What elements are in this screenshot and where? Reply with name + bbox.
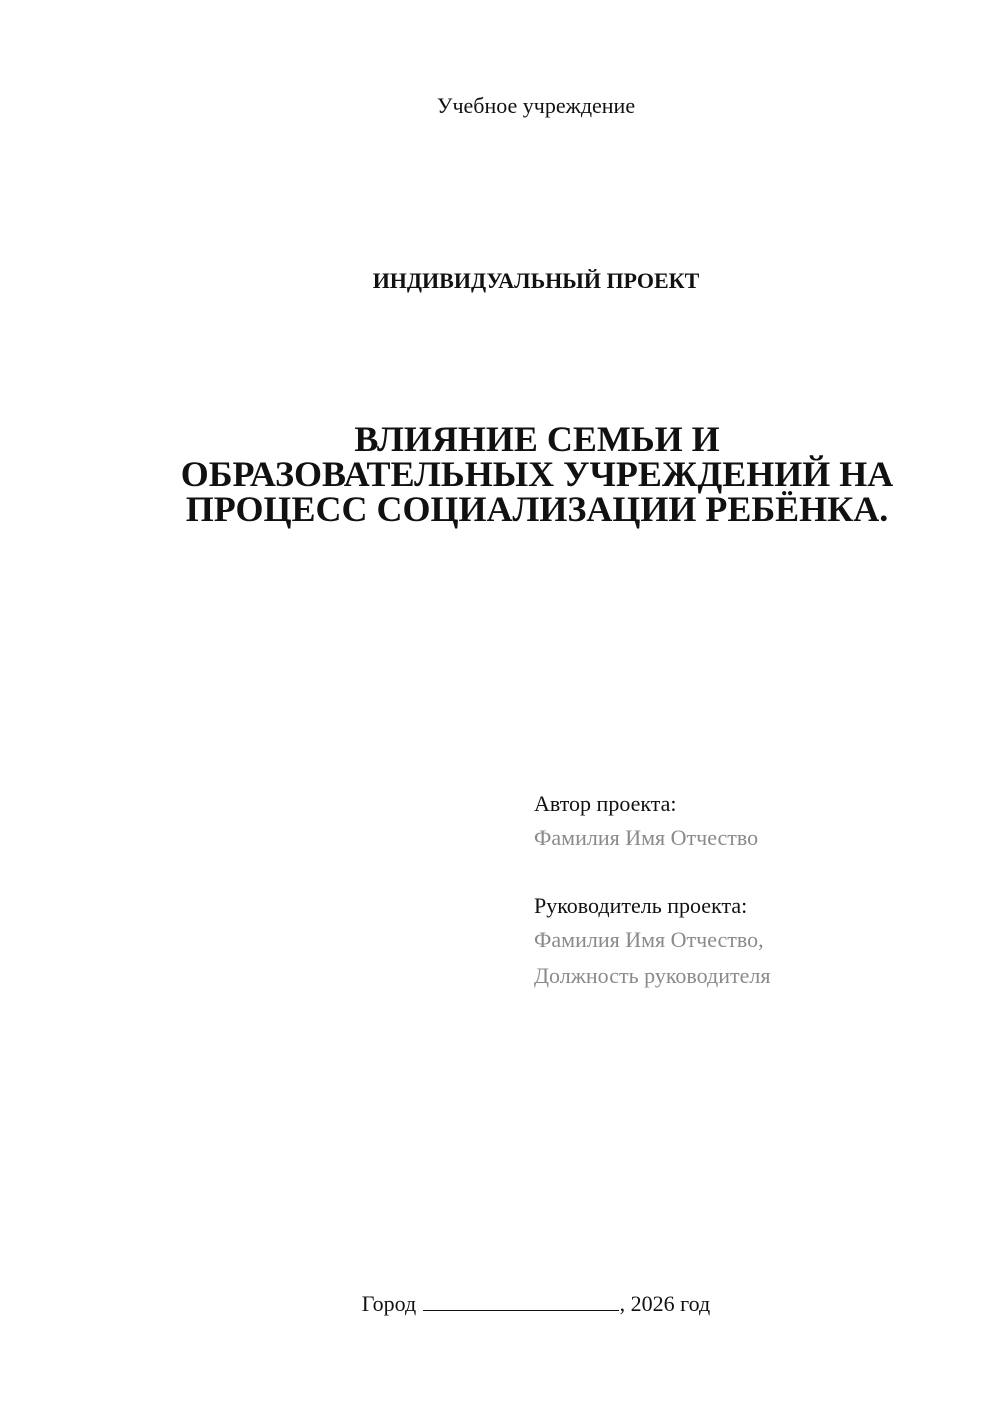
project-type-heading: ИНДИВИДУАЛЬНЫЙ ПРОЕКТ xyxy=(372,268,700,293)
institution-name: Учебное учреждение xyxy=(436,93,636,118)
author-block xyxy=(534,788,954,856)
title-line: ОБРАЗОВАТЕЛЬНЫХ УЧРЕЖДЕНИЙ НА xyxy=(180,454,894,494)
author-label: Автор проекта: xyxy=(534,791,677,816)
project-title xyxy=(100,419,974,529)
supervisor-label: Руководитель проекта: xyxy=(534,893,748,918)
city-year-line xyxy=(0,1290,1000,1318)
author-name: Фамилия Имя Отчество xyxy=(534,825,759,850)
title-line: ВЛИЯНИЕ СЕМЬИ И xyxy=(354,419,720,459)
title-line: ПРОЦЕСС СОЦИАЛИЗАЦИИ РЕБЁНКА. xyxy=(185,489,889,529)
supervisor-block xyxy=(534,890,954,994)
year-text: , 2026 год xyxy=(619,1291,711,1316)
project-details xyxy=(534,788,954,994)
supervisor-name: Фамилия Имя Отчество, xyxy=(534,927,764,952)
supervisor-position: Должность руководителя xyxy=(534,963,771,988)
city-blank-line xyxy=(423,1290,619,1311)
city-label: Город xyxy=(361,1291,417,1316)
